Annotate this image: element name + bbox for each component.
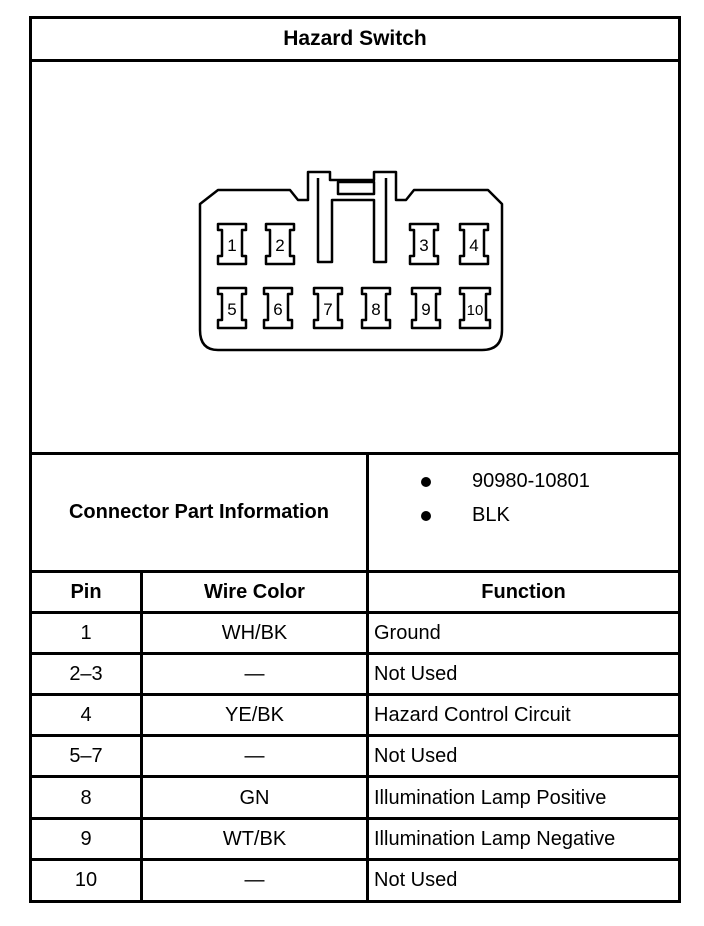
pin-label-2: 2 xyxy=(275,236,285,255)
function-cell: Hazard Control Circuit xyxy=(374,703,571,726)
pin-label-4: 4 xyxy=(469,236,479,255)
connector-diagram xyxy=(32,62,678,452)
function-cell: Not Used xyxy=(374,868,458,891)
pin-cell: 8 xyxy=(80,786,92,809)
bullet-icon xyxy=(421,511,431,521)
connector-info-list xyxy=(369,455,678,570)
pin-label-10: 10 xyxy=(466,302,484,319)
wire-color-cell: WH/BK xyxy=(221,621,288,644)
wire-color-cell: WT/BK xyxy=(222,827,287,850)
wire-color-cell: — xyxy=(244,744,265,767)
connector-info-label: Connector Part Information xyxy=(68,501,329,523)
pin-label-7: 7 xyxy=(323,300,333,319)
wire-color-cell: — xyxy=(244,662,265,685)
connector-latch xyxy=(318,178,386,262)
header-function: Function xyxy=(481,580,566,603)
pin-label-8: 8 xyxy=(371,300,381,319)
pin-label-3: 3 xyxy=(419,236,429,255)
pin-cell: 10 xyxy=(74,868,98,891)
wire-color-cell: YE/BK xyxy=(225,703,284,726)
bullet-icon xyxy=(421,477,431,487)
header-pin: Pin xyxy=(70,580,102,603)
wire-color-cell: GN xyxy=(239,786,270,809)
pin-label-6: 6 xyxy=(273,300,283,319)
function-cell: Not Used xyxy=(374,744,458,767)
wire-color-cell: — xyxy=(244,868,265,891)
header-wire-color: Wire Color xyxy=(204,580,305,603)
function-cell: Not Used xyxy=(374,662,458,685)
pin-cell: 2–3 xyxy=(69,662,103,685)
function-cell: Illumination Lamp Positive xyxy=(374,786,607,809)
pin-label-5: 5 xyxy=(227,300,237,319)
function-cell: Illumination Lamp Negative xyxy=(374,827,616,850)
page-title: Hazard Switch xyxy=(283,27,427,50)
connector-part-number: 90980-10801 xyxy=(472,470,590,492)
connector-face-illustration xyxy=(32,62,678,452)
pin-label-9: 9 xyxy=(421,300,431,319)
connector-color: BLK xyxy=(472,504,510,526)
pin-cell: 1 xyxy=(80,621,92,644)
latch-window xyxy=(338,182,374,194)
pin-cell: 5–7 xyxy=(69,744,103,767)
divider-row xyxy=(29,775,681,778)
pin-cell: 9 xyxy=(80,827,92,850)
pin-label-1: 1 xyxy=(227,236,237,255)
function-cell: Ground xyxy=(374,621,441,644)
pin-cell: 4 xyxy=(80,703,92,726)
